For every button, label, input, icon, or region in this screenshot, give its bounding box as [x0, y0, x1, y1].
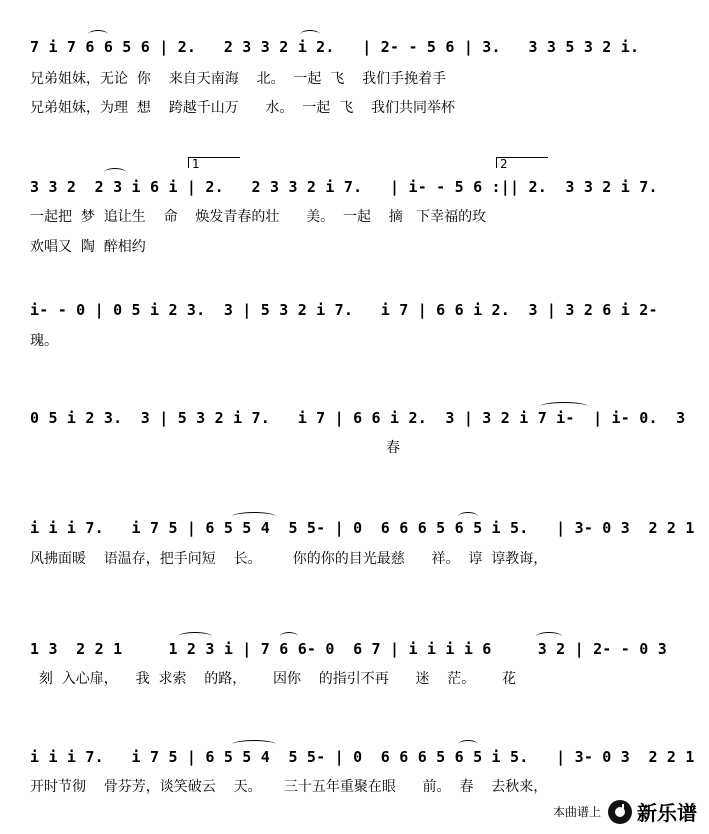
- notation-line-2: 3 3 2 2 3 i 6 i | 2. 2 3 3 2 i 7. | i- - 5 6 :|| 2. 3 3 2 i 7.: [30, 178, 658, 196]
- site-logo: [607, 797, 697, 826]
- notation-line-5: i i i 7. i 7 5 | 6 5 5 4 5 5- | 0 6 6 6 5 6 5 i 5. | 3- 0 3 2 2 1: [30, 519, 695, 537]
- slur-mark: [536, 632, 562, 641]
- watermark-prefix: 本曲谱上: [552, 805, 601, 819]
- lyric-line-6: 刻 入心扉， 我 求索 的路， 因你 的指引不再 迷 茫。 花: [30, 671, 517, 687]
- notation-line-7: i i i 7. i 7 5 | 6 5 5 4 5 5- | 0 6 6 6 5 6 5 i 5. | 3- 0 3 2 2 1: [30, 748, 695, 766]
- slur-mark: [458, 512, 478, 521]
- notation-line-6: 1 3 2 2 1 1 2 3 i | 7 6 6- 0 6 7 | i i i i 6 3 2 | 2- - 0 3: [30, 640, 667, 658]
- lyric-line-3: 瑰。: [30, 333, 58, 349]
- lyric-line-1a: 兄弟姐妹，无论 你 来自天南海 北。 一起 飞 我们手挽着手: [30, 71, 447, 87]
- slur-mark: [88, 30, 108, 39]
- lyric-line-2b: 欢唱又 陶 醉相约: [30, 239, 146, 255]
- notation-line-1: 7 i 7 6 6 5 6 | 2. 2 3 3 2 i 2. | 2- - 5 6 | 3. 3 3 5 3 2 i.: [30, 38, 640, 56]
- volta-bracket-1: 1: [188, 157, 240, 168]
- site-name: 新乐谱: [637, 801, 697, 825]
- music-note-icon: [607, 799, 633, 825]
- slur-mark: [178, 632, 212, 641]
- slur-mark: [280, 632, 298, 641]
- notation-line-4: 0 5 i 2 3. 3 | 5 3 2 i 7. i 7 | 6 6 i 2. 3 | 3 2 i 7 i- | i- 0. 3: [30, 409, 686, 427]
- volta-bracket-2: 2: [496, 157, 548, 168]
- notation-line-3: i- - 0 | 0 5 i 2 3. 3 | 5 3 2 i 7. i 7 | 6 6 i 2. 3 | 3 2 6 i 2-: [30, 301, 658, 319]
- lyric-line-1b: 兄弟姐妹，为理 想 跨越千山万 水。 一起 飞 我们共同举杯: [30, 100, 456, 116]
- lyric-line-5: 风拂面暖 语温存，把手问短 长。 你的你的目光最慈 祥。 谆 谆教诲，: [30, 551, 548, 567]
- slur-mark: [104, 168, 126, 177]
- lyric-line-7: 开时节彻 骨芬芳，谈笑破云 天。 三十五年重聚在眼 前。 春 去秋来，: [30, 779, 548, 795]
- slur-mark: [458, 740, 478, 749]
- slur-mark: [232, 512, 276, 521]
- slur-mark: [300, 30, 320, 39]
- lyric-line-4: 春: [30, 440, 401, 456]
- lyric-line-2a: 一起把 梦 追让生 命 焕发青春的壮 美。 一起 摘 下幸福的玫: [30, 209, 487, 225]
- slur-mark: [232, 740, 276, 749]
- slur-mark: [540, 402, 588, 411]
- site-watermark: [553, 797, 697, 826]
